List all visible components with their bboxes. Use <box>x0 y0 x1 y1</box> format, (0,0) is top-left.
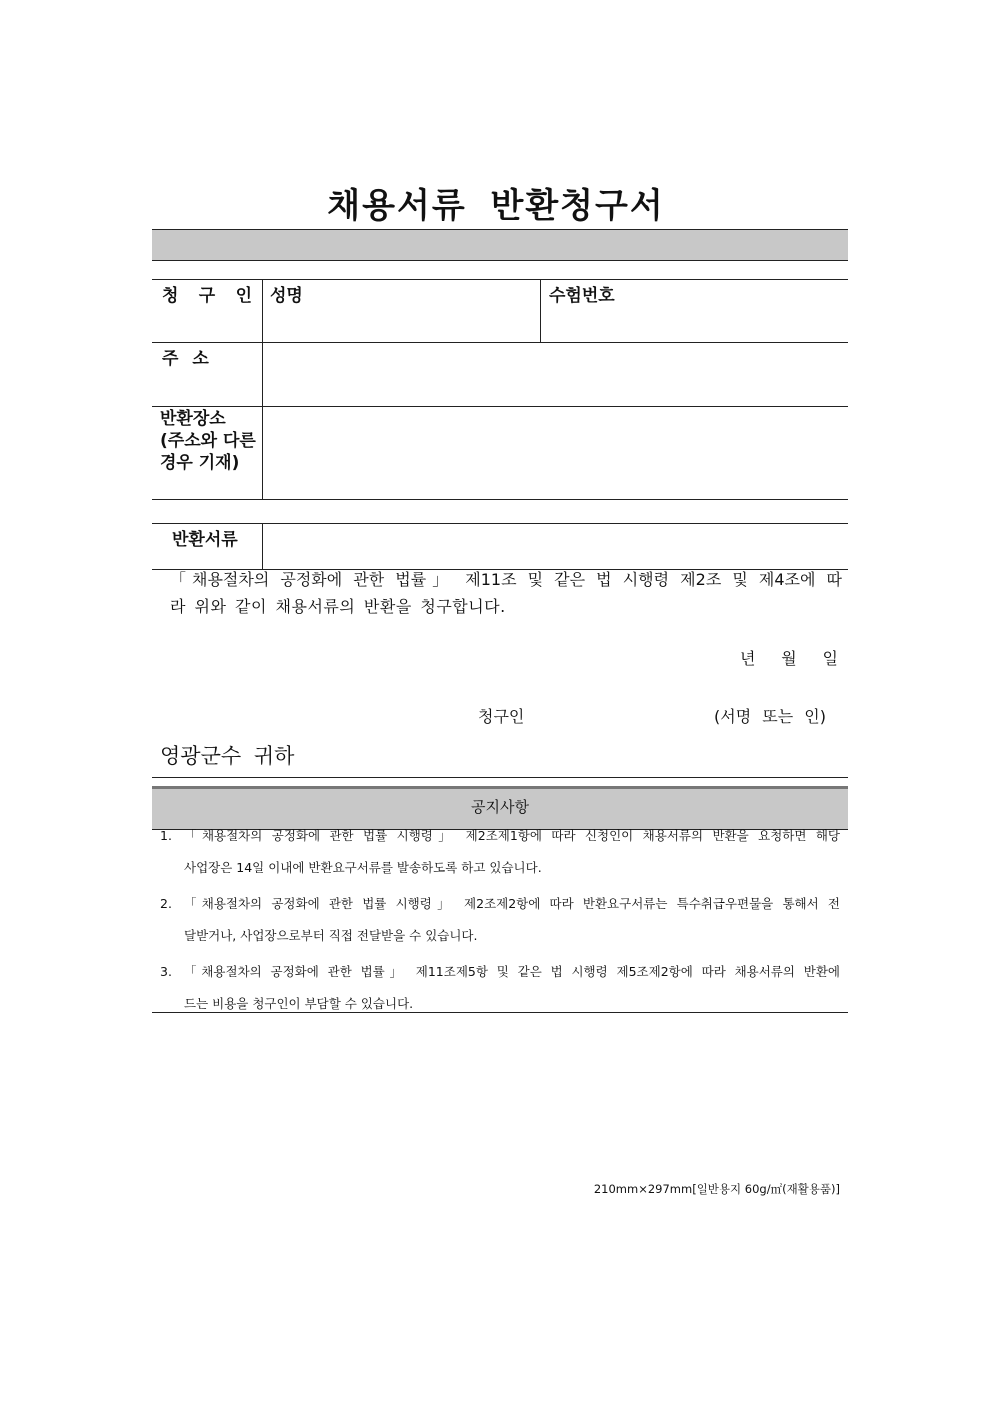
header-band <box>152 229 848 261</box>
return-documents-field[interactable] <box>263 524 847 568</box>
return-documents-label: 반환서류 <box>172 530 238 550</box>
month-label: 월 <box>781 649 797 668</box>
requester-label: 청 구 인 <box>162 286 252 306</box>
return-place-field[interactable] <box>263 407 847 498</box>
notice-item-1 <box>160 820 840 884</box>
date-line <box>740 645 838 673</box>
notice-text: 「채용절차의 공정화에 관한 법률 시행령」 제2조제1항에 따라 신청인이 채용서류의 반환을 요청하면 해당 <box>184 828 840 843</box>
signer-label: 청구인 <box>478 707 525 726</box>
notice-text: 「채용절차의 공정화에 관한 법률」 제11조제5항 및 같은 법 시행령 제5조제2항에 따라 채용서류의 반환에 <box>184 964 840 979</box>
notice-item-3 <box>160 956 840 1020</box>
table-line <box>152 279 848 280</box>
exam-number-label: 수험번호 <box>549 286 615 306</box>
notice-top-line <box>152 777 848 778</box>
notice-number: 2. <box>160 896 172 911</box>
exam-number-field[interactable] <box>541 305 847 341</box>
notice-text: 달받거나, 사업장으로부터 직접 전달받을 수 있습니다. <box>184 928 478 943</box>
return-place-label: 반환장소 (주소와 다른 경우 기재) <box>160 409 256 473</box>
day-label: 일 <box>822 649 838 668</box>
table-line <box>152 499 848 500</box>
notice-item-2 <box>160 888 840 952</box>
notice-number: 1. <box>160 828 172 843</box>
document-title: 채용서류 반환청구서 <box>327 186 665 226</box>
recipient: 영광군수 귀하 <box>160 744 295 768</box>
notice-text: 드는 비용을 청구인이 부담할 수 있습니다. <box>184 996 414 1011</box>
address-field[interactable] <box>263 343 847 405</box>
name-label: 성명 <box>270 286 303 306</box>
declaration-line-2: 라 위와 같이 채용서류의 반환을 청구합니다. <box>170 597 506 616</box>
notice-text: 사업장은 14일 이내에 반환요구서류를 발송하도록 하고 있습니다. <box>184 860 542 875</box>
declaration-line-1: 「채용절차의 공정화에 관한 법률」 제11조 및 같은 법 시행령 제2조 및 제4조에 따 <box>170 570 842 589</box>
paper-spec-footer: 210mm×297mm[일반용지 60g/㎡(재활용품)] <box>593 1182 840 1196</box>
signature-hint: (서명 또는 인) <box>714 707 826 726</box>
notice-heading: 공지사항 <box>471 798 529 816</box>
notice-bottom-line <box>152 1012 848 1013</box>
notice-text: 「채용절차의 공정화에 관한 법률 시행령」 제2조제2항에 따라 반환요구서류는 특수취급우편물을 통해서 전 <box>184 896 840 911</box>
name-field[interactable] <box>263 305 539 341</box>
address-label: 주 소 <box>162 349 213 369</box>
notice-number: 3. <box>160 964 172 979</box>
year-label: 년 <box>740 649 756 668</box>
